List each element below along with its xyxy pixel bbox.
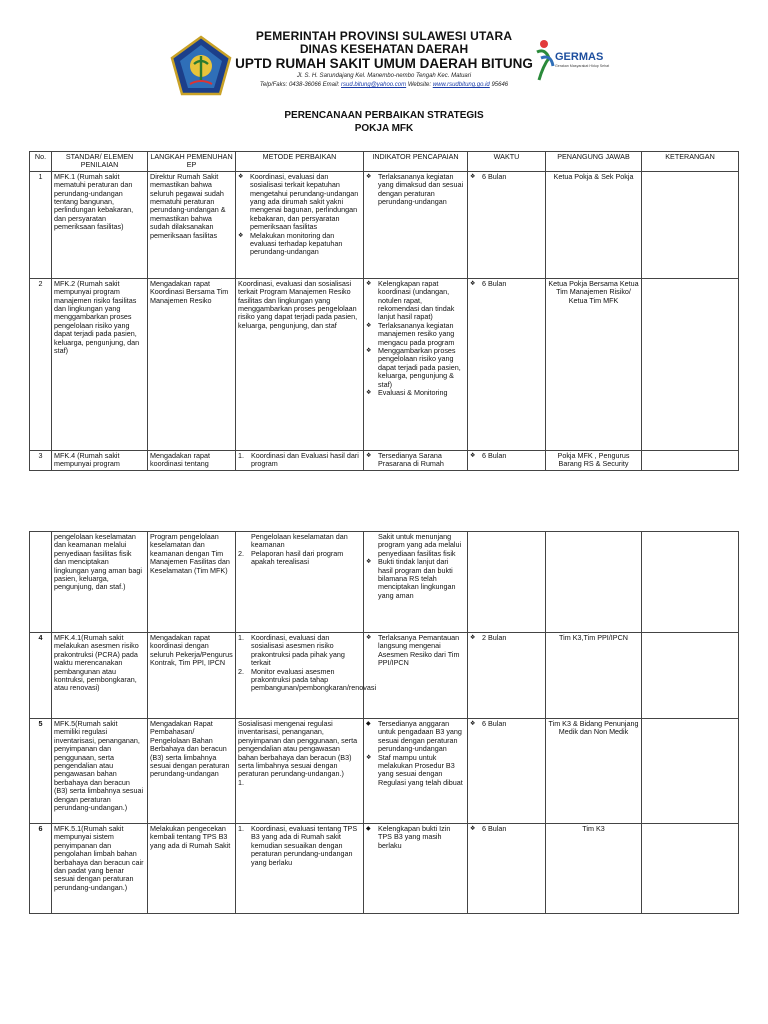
germas-logo-icon [533,36,610,92]
table-row: 4 MFK.4.1(Rumah sakit melakukan asesmen risiko prakontruksi (PCRA) pada waktu merencanakan pembangunan atau kontruksi, pembongkaran, atau renovasi) Mengadakan rapat koordinasi dengan seluruh Pekerja/Pengurus Kontrak, Tim PPI, IPCN 1. Koordinasi, evaluasi dan sosialisasi asesmen risiko prakontruksi pada pihak yang terkait 2. Monitor evaluasi asesmen prakontruksi pada tahap pembangunan/pembongkaran/renovasi ❖ Terlaksanya Pemantauan langsung mengenai Asesmen Resiko dari Tim PPI/IPCN ❖ 2 Bulan Tim K3,Tim PPI/IPCN [30,633,739,719]
document-subtitle: POKJA MFK [354,123,414,134]
strategy-table-page-2 [29,531,739,914]
col-langkah: LANGKAH PEMENUHAN EP [148,152,236,172]
contact-line: Telp/Faks: 0438-36066 Email: rsud.bitung@yahoo.com Website: www.rsudbitung.go.id 95646 [259,82,509,88]
dept-name: DINAS KESEHATAN DAERAH [299,42,469,56]
col-indikator: INDIKATOR PENCAPAIAN [364,152,468,172]
document-title: PERENCANAAN PERBAIKAN STRATEGIS [284,110,484,121]
svg-text:Gerakan Masyarakat Hidup Sehat: Gerakan Masyarakat Hidup Sehat [555,64,610,68]
svg-text:GERMAS: GERMAS [555,51,604,63]
table-row: 3 MFK.4 (Rumah sakit mempunyai program Mengadakan rapat koordinasi tentang 1. Koordinasi dan Evaluasi hasil dari program ❖ Tersedianya Sarana Prasarana di Rumah ❖ 6 Bulan Pokja MFK , Pengurus Barang RS & Security [30,450,739,470]
email-link[interactable]: rsud.bitung@yahoo.com [341,82,407,88]
table-row: 6 MFK.5.1(Rumah sakit mempunyai sistem penyimpanan dan pengolahan limbah bahan berbahaya dan beracun cair dan padat yang benar sesuai dengan peraturan perundang-undangan.) Melakukan pengecekan kembali tentang TPS B3 yang ada di Rumah Sakit 1. Koordinasi, evaluasi tentang TPS B3 yang ada di Rumah sakit kemudian sesuaikan dengan peraturan perundang-undangan yang berlaku ◆ Kelengkapan bukti Izin TPS B3 yang masih berlaku ❖ 6 Bulan Tim K3 [30,824,739,914]
hospital-name: UPTD RUMAH SAKIT UMUM DAERAH BITUNG [235,56,533,71]
table-row: 5 MFK.5(Rumah sakit memiliki regulasi inventarisasi, penanganan, penyimpanan dan penggunaan, serta pengendalian atau pengawasan bahan berbahaya dan beracun (B3) serta limbahnya sesuai dengan peraturan perundang-undangan.) Mengadakan Rapat Pembahasan/ Pengelolaan Bahan Berbahaya dan beracun (B3) serta limbahnya sesuai dengan peraturan perundang-undangan Sosialisasi mengenai regulasi inventarisasi, penanganan, penyimpanan dan penggunaan, serta pengendalian atau pengawasan bahan berbahaya dan beracun (B3) serta limbahnya sesuai dengan peraturan perundang-undangan.) 1. ◆ Tersedianya anggaran untuk pengadaan B3 yang sesuai dengan peraturan perundang-undangan ❖ Staf mampu untuk melakukan Prosedur B3 yang sesuai dengan Regulasi yang telah dibuat ❖ 6 Bulan Tim K3 & Bidang Penunjang Medik dan Non Medik [30,719,739,824]
col-penanggung-jawab: PENANGUNG JAWAB [546,152,642,172]
website-link[interactable]: www.rsudbitung.go.id [432,82,490,88]
table-header-row [30,152,739,172]
table-row: pengelolaan keselamatan dan keamanan melalui penyediaan fasilitas fisik dan menciptakan lingkungan yang aman bagi pasien, keluarga, pengunjung, dan staf.) Program pengelolaan keselamatan dan keamanan dengan Tim Manajemen Fasilitas dan Keselamatan (Tim MFK) Pengelolaan keselamatan dan keamanan 2. Pelaporan hasil dari program apakah terealisasi Sakit untuk menunjang program yang ada melalui penyediaan fasilitas fisik ❖ Bukti tindak lanjut dari hasil program dan bukti bilamana RS telah menciptakan lingkungan yang aman [30,532,739,633]
table-row: 1 MFK.1 (Rumah sakit mematuhi peraturan dan perundang-undangan tentang bangunan, perlindungan kebakaran, dan persyaratan pemeriksaan fasilitas) Direktur Rumah Sakit memastikan bahwa seluruh pegawai sudah mematuhi peraturan perundang-undangan & memastikan bahwa sudah dilaksanakan pemeriksaan fasilitas ❖ Koordinasi, evaluasi dan sosialisasi terkait kepatuhan mengetahui perundang-undangan yang ada dirumah sakit yakni mengenai bagunan, perlindungan kebakaran, dan persyaratan pemeriksaan fasilitas ❖ Melakukan monitoring dan evaluasi terhadap kepatuhan perundang-undangan ❖ Terlaksananya kegiatan yang dimaksud dan sesuai dengan peraturan perundang-undangan ❖ 6 Bulan Ketua Pokja & Sek Pokja [30,171,739,278]
gov-name: PEMERINTAH PROVINSI SULAWESI UTARA [255,29,513,43]
table-row: 2 MFK.2 (Rumah sakit mempunyai program manajemen risiko fasilitas dan lingkungan yang menggambarkan proses pengelolaan risiko yang dapat terjadi pada pasien, keluarga, pengunjung, dan staf) Mengadakan rapat Koordinasi Bersama Tim Manajemen Resiko Koordinasi, evaluasi dan sosialisasi terkait Program Manajemen Resiko fasilitas dan lingkungan yang menggambarkan proses pengelolaan risiko yang dapat terjadi pada pasien, keluarga, pengunjung, dan staf ❖ Kelengkapan rapat koordinasi (undangan, notulen rapat, rekomendasi dan tindak lanjut hasil rapat) ❖ Terlaksananya kegiatan manajemen resiko yang mengacu pada program ❖ Menggambarkan proses pengelolaan risiko yang dapat terjadi pada pasien, keluarga, pengunjung & staf) ❖ Evaluasi & Monitoring ❖ 6 Bulan Ketua Pokja Bersama Ketua Tim Manajemen Risiko/ Ketua Tim MFK [30,278,739,450]
col-keterangan: KETERANGAN [642,152,739,172]
col-no: No. [30,152,52,172]
col-standar: STANDAR/ ELEMEN PENILAIAN [52,152,148,172]
col-metode: METODE PERBAIKAN [236,152,364,172]
col-waktu: WAKTU [468,152,546,172]
address: Jl. S. H. Sarundajang Kel. Manembo-nembo Tengah Kec. Matuari [296,73,472,79]
letterhead [0,28,768,98]
strategy-table-page-1 [29,151,739,471]
